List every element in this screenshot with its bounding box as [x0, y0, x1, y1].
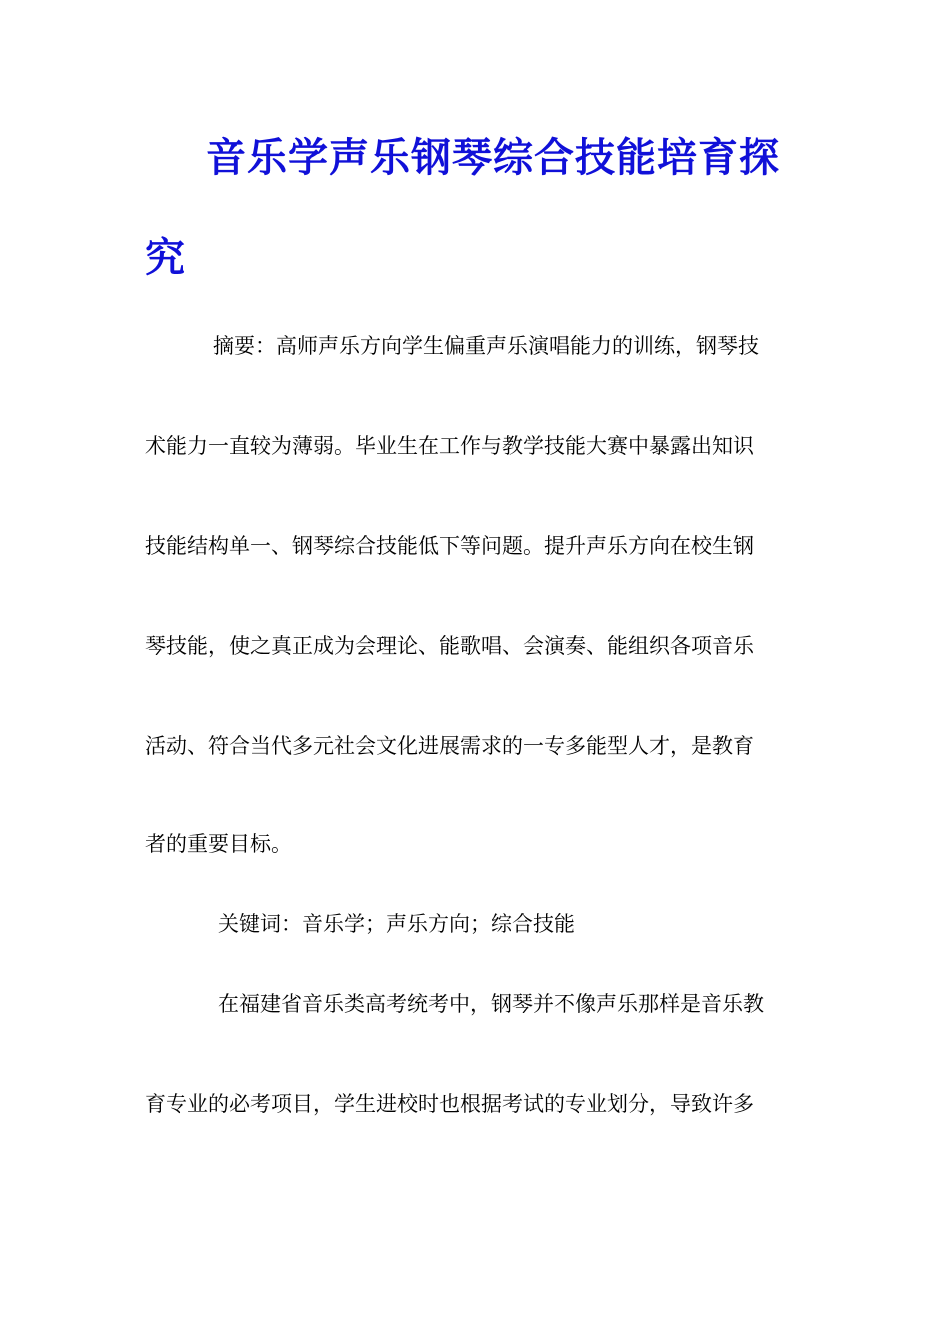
abstract-line-3: 技能结构单一、钢琴综合技能低下等问题。提升声乐方向在校生钢: [145, 534, 754, 558]
abstract-line-6: 者的重要目标。: [145, 832, 292, 856]
body-line-1: 在福建省音乐类高考统考中，钢琴并不像声乐那样是音乐教: [218, 992, 764, 1016]
document-title-line-1: 音乐学声乐钢琴综合技能培育探: [206, 134, 780, 181]
abstract-line-5: 活动、符合当代多元社会文化进展需求的一专多能型人才，是教育: [145, 734, 754, 758]
body-line-2: 育专业的必考项目，学生进校时也根据考试的专业划分，导致许多: [145, 1092, 754, 1116]
keywords-line: 关键词：音乐学；声乐方向；综合技能: [218, 912, 575, 936]
document-title-line-2: 究: [145, 234, 186, 281]
abstract-line-1: 摘要：高师声乐方向学生偏重声乐演唱能力的训练，钢琴技: [213, 334, 759, 358]
abstract-line-2: 术能力一直较为薄弱。毕业生在工作与教学技能大赛中暴露出知识: [145, 434, 754, 458]
abstract-line-4: 琴技能，使之真正成为会理论、能歌唱、会演奏、能组织各项音乐: [145, 634, 754, 658]
